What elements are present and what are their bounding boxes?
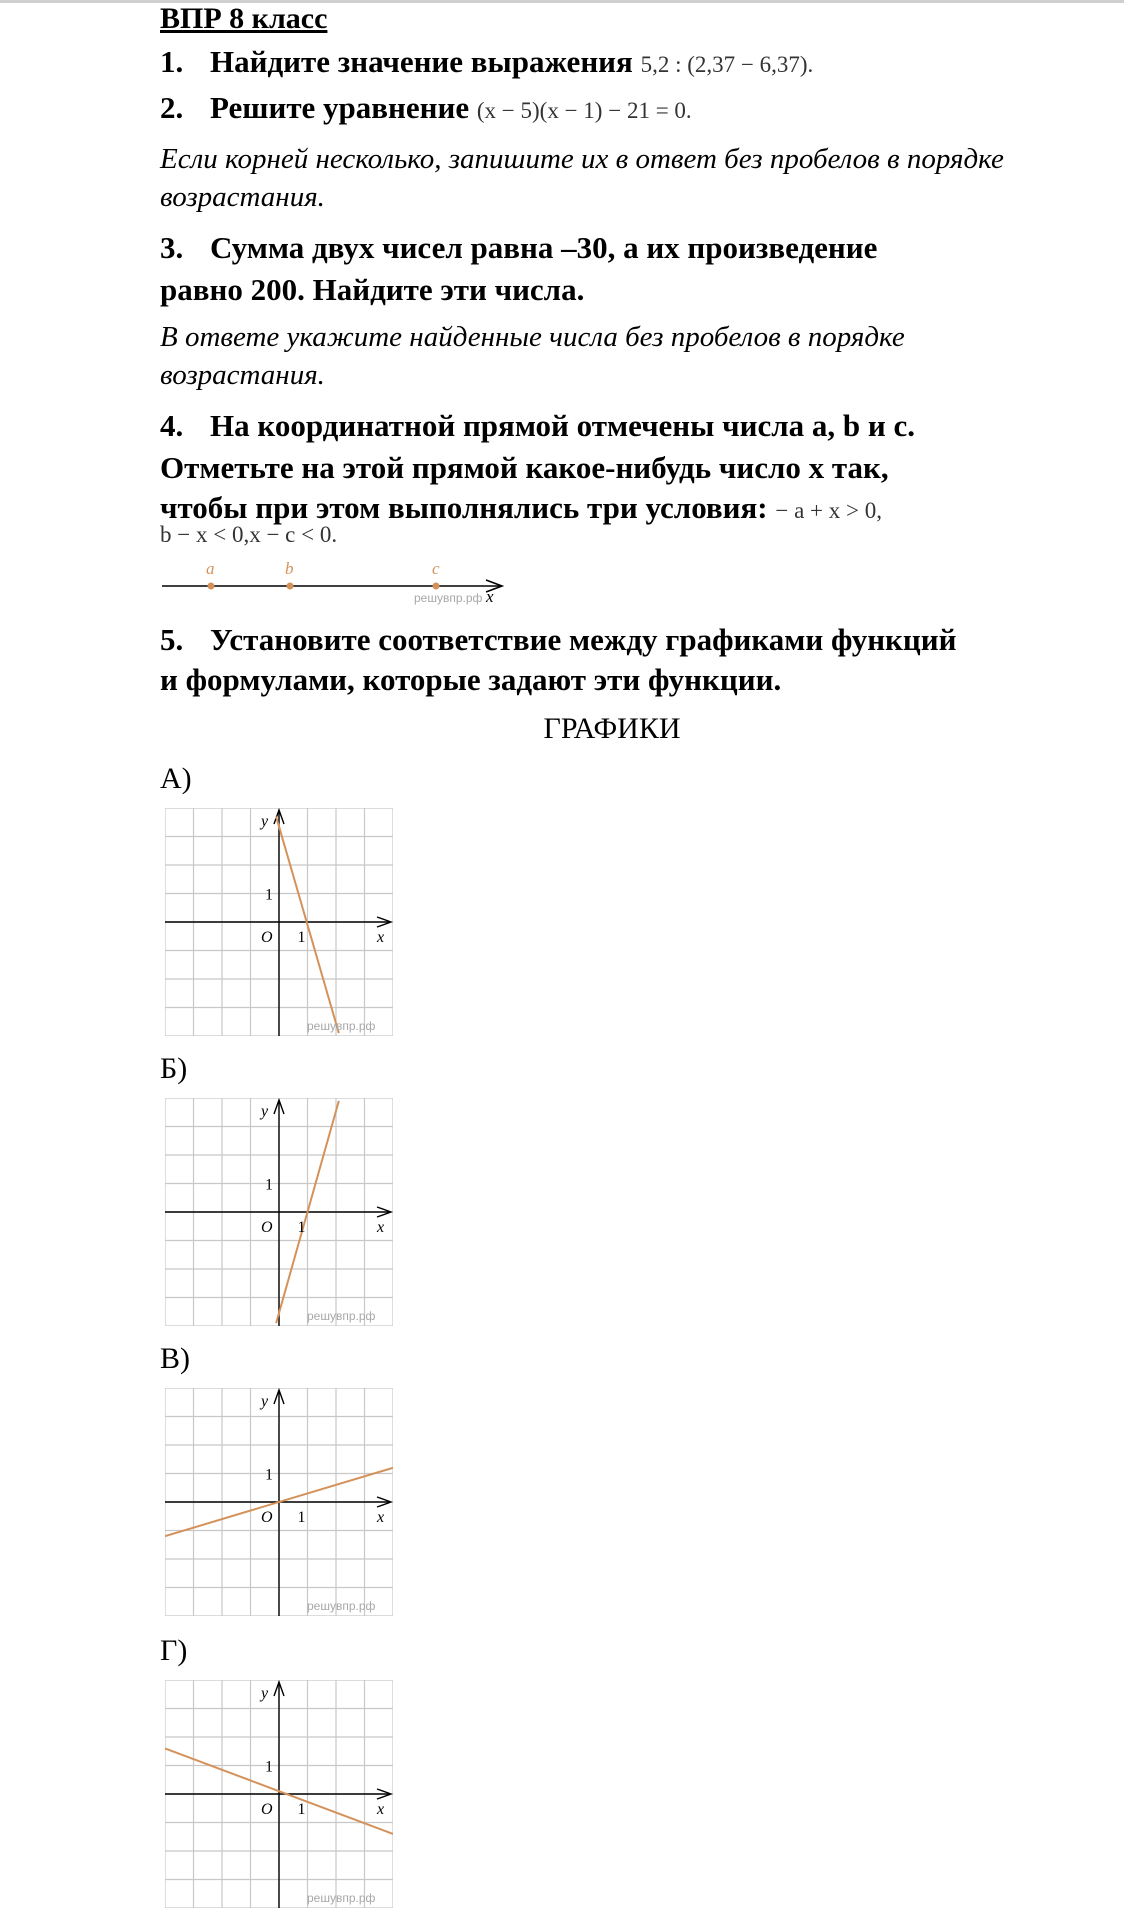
unit-x-label: 1 xyxy=(297,1219,306,1236)
question-text: Найдите значение выражения xyxy=(210,44,633,79)
question-5-line-2: и формулами, которые задают эти функции. xyxy=(160,662,782,697)
math-expression: 5,2 : (2,37 − 6,37). xyxy=(640,52,814,77)
label-x: x xyxy=(486,587,494,606)
graph-v xyxy=(165,1388,393,1616)
question-text: На координатной прямой отмечены числа a, b и c. xyxy=(210,408,915,443)
question-4-line-2: Отметьте на этой прямой какое-нибудь число x так, xyxy=(160,450,889,485)
graph-a xyxy=(165,808,393,1036)
origin-label: O xyxy=(261,1219,273,1236)
unit-y-label: 1 xyxy=(265,886,273,904)
question-text: Сумма двух чисел равна –30, а их произведение xyxy=(210,230,878,265)
question-2 xyxy=(160,88,692,131)
watermark: решувпр.рф xyxy=(307,1309,376,1323)
graph-label-g: Г) xyxy=(160,1634,188,1667)
label-b: b xyxy=(285,559,294,578)
question-text: чтобы при этом выполнялись три условия: xyxy=(160,490,768,525)
origin-label: O xyxy=(261,1509,273,1526)
y-axis-label: y xyxy=(261,1103,269,1120)
answer-note: Если корней несколько, запишите их в ответ без пробелов в порядке возрастания. xyxy=(160,143,1004,213)
point-b xyxy=(287,583,294,590)
unit-y-label: 1 xyxy=(265,1176,273,1194)
question-1 xyxy=(160,42,813,85)
question-text: Установите соответствие между графиками функций xyxy=(210,622,957,657)
graph-label-v: В) xyxy=(160,1342,190,1375)
math-condition-1: − a + x > 0, xyxy=(775,498,882,523)
number-line xyxy=(150,556,520,606)
unit-x-label: 1 xyxy=(297,1801,306,1818)
graphs-heading: ГРАФИКИ xyxy=(543,712,681,745)
question-4-line-1 xyxy=(160,406,915,446)
question-5-line-1 xyxy=(160,620,957,660)
x-axis-label: x xyxy=(377,1509,385,1526)
label-a: a xyxy=(206,559,215,578)
question-number: 5. xyxy=(160,622,184,657)
unit-y-label: 1 xyxy=(265,1758,273,1776)
graph-label-a: А) xyxy=(160,762,192,795)
question-number: 4. xyxy=(160,408,184,443)
question-number: 1. xyxy=(160,44,184,79)
x-axis-label: x xyxy=(377,929,385,946)
unit-x-label: 1 xyxy=(297,1509,306,1526)
x-axis-label: x xyxy=(377,1801,385,1818)
math-condition-2: b − x < 0,x − c < 0. xyxy=(160,522,338,547)
y-axis-label: y xyxy=(261,1393,269,1410)
question-number: 3. xyxy=(160,230,184,265)
point-a xyxy=(208,583,215,590)
watermark: решувпр.рф xyxy=(307,1891,376,1905)
y-axis-label: y xyxy=(261,813,269,830)
point-c xyxy=(433,583,440,590)
graph-b xyxy=(165,1098,393,1326)
page-title: ВПР 8 класс xyxy=(160,2,328,35)
unit-y-label: 1 xyxy=(265,1466,273,1484)
question-number: 2. xyxy=(160,90,184,125)
watermark: решувпр.рф xyxy=(414,591,483,605)
unit-x-label: 1 xyxy=(297,929,306,946)
graph-label-b: Б) xyxy=(160,1052,188,1085)
math-expression: (x − 5)(x − 1) − 21 = 0. xyxy=(476,98,692,123)
x-axis-label: x xyxy=(377,1219,385,1236)
origin-label: O xyxy=(261,1801,273,1818)
origin-label: O xyxy=(261,929,273,946)
question-3-line-1 xyxy=(160,228,877,268)
watermark: решувпр.рф xyxy=(307,1599,376,1613)
question-3-line-2: равно 200. Найдите эти числа. xyxy=(160,272,585,307)
watermark: решувпр.рф xyxy=(307,1019,376,1033)
graph-g xyxy=(165,1680,393,1908)
question-text: Решите уравнение xyxy=(210,90,470,125)
y-axis-label: y xyxy=(261,1685,269,1702)
label-c: c xyxy=(432,559,440,578)
answer-note: В ответе укажите найденные числа без пробелов в порядке возрастания. xyxy=(160,321,905,391)
